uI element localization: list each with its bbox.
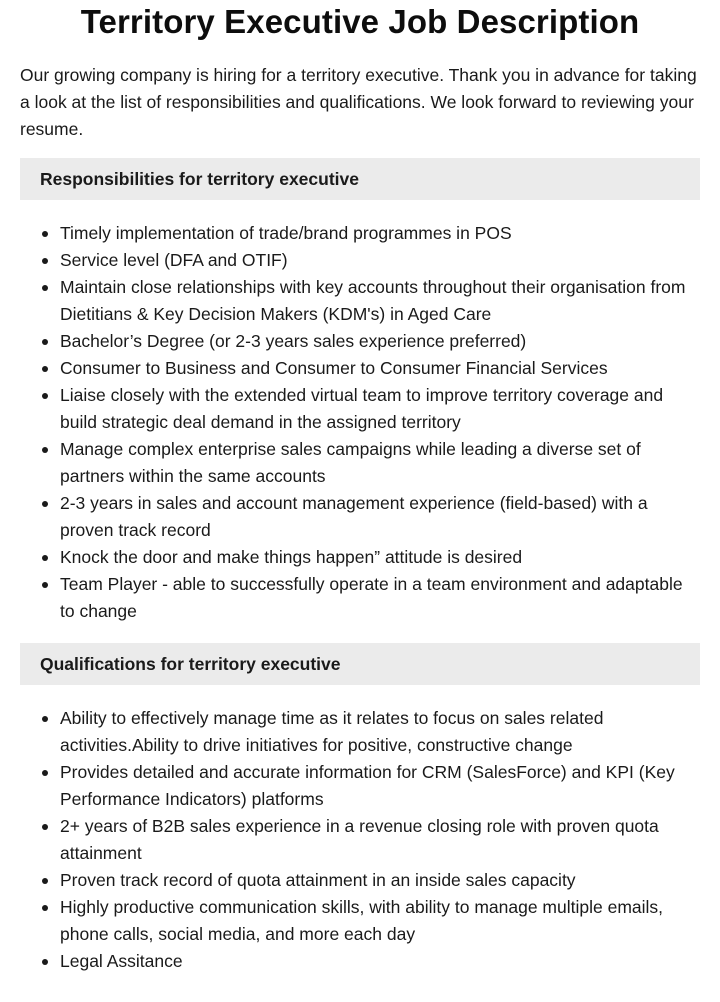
list-item: Maintain close relationships with key accounts throughout their organisation from Dietitians & Key Decision Makers (KDM's) in Aged Care	[20, 274, 700, 328]
qualifications-list	[20, 705, 700, 975]
list-item: Provides detailed and accurate information for CRM (SalesForce) and KPI (Key Performance Indicators) platforms	[20, 759, 700, 813]
responsibilities-list	[20, 220, 700, 625]
list-item: Service level (DFA and OTIF)	[20, 247, 700, 274]
list-item: Liaise closely with the extended virtual team to improve territory coverage and build strategic deal demand in the assigned territory	[20, 382, 700, 436]
list-item: Team Player - able to successfully operate in a team environment and adaptable to change	[20, 571, 700, 625]
intro-paragraph: Our growing company is hiring for a territory executive. Thank you in advance for taking a look at the list of responsibilities and qualifications. We look forward to reviewing your resume.	[20, 65, 697, 139]
list-item: Consumer to Business and Consumer to Consumer Financial Services	[20, 355, 700, 382]
list-item: Knock the door and make things happen” attitude is desired	[20, 544, 700, 571]
list-item: Bachelor’s Degree (or 2-3 years sales experience preferred)	[20, 328, 700, 355]
list-item: Legal Assitance	[20, 948, 700, 975]
responsibilities-heading: Responsibilities for territory executive	[20, 158, 700, 200]
page-title: Territory Executive Job Description	[80, 3, 640, 40]
list-item: Timely implementation of trade/brand programmes in POS	[20, 220, 700, 247]
qualifications-heading: Qualifications for territory executive	[20, 643, 700, 685]
list-item: Manage complex enterprise sales campaigns while leading a diverse set of partners within the same accounts	[20, 436, 700, 490]
list-item: Ability to effectively manage time as it relates to focus on sales related activities.Ability to drive initiatives for positive, constructive change	[20, 705, 700, 759]
list-item: Proven track record of quota attainment in an inside sales capacity	[20, 867, 700, 894]
list-item: 2-3 years in sales and account management experience (field-based) with a proven track record	[20, 490, 700, 544]
list-item: 2+ years of B2B sales experience in a revenue closing role with proven quota attainment	[20, 813, 700, 867]
list-item: Highly productive communication skills, with ability to manage multiple emails, phone calls, social media, and more each day	[20, 894, 700, 948]
